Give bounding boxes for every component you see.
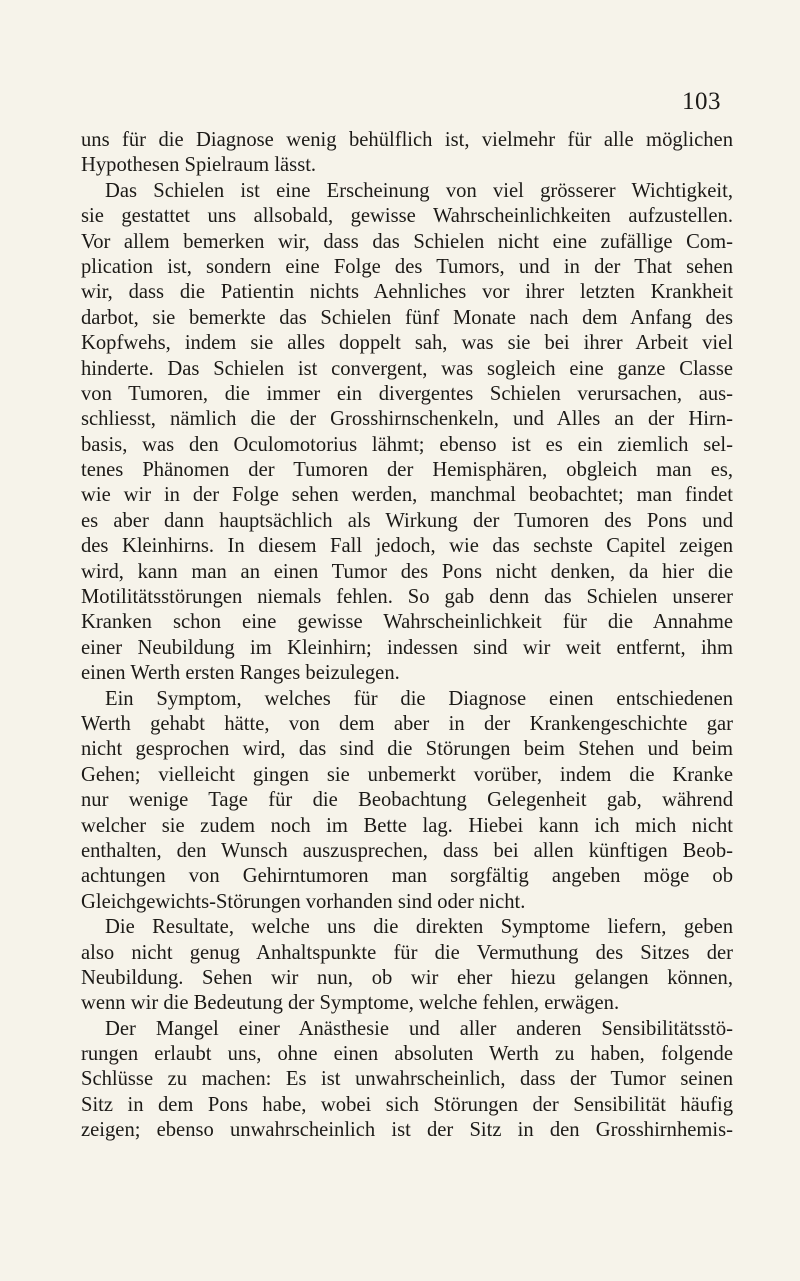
text-line: wird, kann man an einen Tumor des Pons nicht denken, da hier die xyxy=(81,560,733,583)
text-line: Werth gehabt hätte, von dem aber in der Krankengeschichte gar xyxy=(81,712,733,735)
text-line: welcher sie zudem noch im Bette lag. Hiebei kann ich mich nicht xyxy=(81,814,733,837)
text-line: uns für die Diagnose wenig behülflich ist, vielmehr für alle möglichen xyxy=(81,129,733,151)
text-line: Der Mangel einer Anästhesie und aller anderen Sensibilitätsstö- xyxy=(105,1017,733,1040)
text-line: darbot, sie bemerkte das Schielen fünf Monate nach dem Anfang des xyxy=(81,306,733,329)
text-line: rungen erlaubt uns, ohne einen absoluten Werth zu haben, folgende xyxy=(81,1043,733,1066)
text-line: plication ist, sondern eine Folge des Tumors, und in der That sehen xyxy=(81,255,733,278)
text-line: Vor allem bemerken wir, dass das Schielen nicht eine zufällige Com- xyxy=(81,230,733,253)
body-text xyxy=(81,128,733,1144)
text-line: es aber dann hauptsächlich als Wirkung der Tumoren des Pons und xyxy=(81,509,733,532)
text-line: Neubildung. Sehen wir nun, ob wir eher hiezu gelangen können, xyxy=(81,966,733,989)
text-line: von Tumoren, die immer ein divergentes Schielen verursachen, aus- xyxy=(81,382,733,405)
text-line: zeigen; ebenso unwahrscheinlich ist der Sitz in den Grosshirnhemis- xyxy=(81,1119,733,1142)
text-line: wenn wir die Bedeutung der Symptome, welche fehlen, erwägen. xyxy=(81,992,620,1015)
text-line: sie gestattet uns allsobald, gewisse Wahrscheinlichkeiten aufzustellen. xyxy=(81,205,733,228)
text-line: Sitz in dem Pons habe, wobei sich Störungen der Sensibilität häufig xyxy=(81,1093,733,1116)
text-line: basis, was den Oculomotorius lähmt; ebenso ist es ein ziemlich sel- xyxy=(81,433,733,456)
text-line: wir, dass die Patientin nichts Aehnliches vor ihrer letzten Krankheit xyxy=(81,281,733,304)
text-line: einen Werth ersten Ranges beizulegen. xyxy=(81,662,400,685)
text-line: Hypothesen Spielraum lässt. xyxy=(81,154,317,177)
text-line: schliesst, nämlich die der Grosshirnschenkeln, und Alles an der Hirn- xyxy=(81,408,733,431)
text-line: wie wir in der Folge sehen werden, manchmal beobachtet; man findet xyxy=(81,484,733,507)
page-number: 103 xyxy=(682,88,721,115)
text-line: Motilitätsstörungen niemals fehlen. So gab denn das Schielen unserer xyxy=(81,586,733,609)
text-line: Kopfwehs, indem sie alles doppelt sah, was sie bei ihrer Arbeit viel xyxy=(81,332,733,355)
text-line: Gehen; vielleicht gingen sie unbemerkt vorüber, indem die Kranke xyxy=(81,763,733,786)
text-line: Schlüsse zu machen: Es ist unwahrscheinlich, dass der Tumor seinen xyxy=(81,1068,733,1091)
text-line: tenes Phänomen der Tumoren der Hemisphären, obgleich man es, xyxy=(81,459,733,482)
text-line: nur wenige Tage für die Beobachtung Gelegenheit gab, während xyxy=(81,789,733,812)
text-line: hinderte. Das Schielen ist convergent, was sogleich eine ganze Classe xyxy=(81,357,733,380)
text-line: einer Neubildung im Kleinhirn; indessen sind wir weit entfernt, ihm xyxy=(81,636,733,659)
text-line: Die Resultate, welche uns die direkten Symptome liefern, geben xyxy=(105,916,733,939)
text-line: enthalten, den Wunsch auszusprechen, dass bei allen künftigen Beob- xyxy=(81,839,733,862)
text-line: nicht gesprochen wird, das sind die Störungen beim Stehen und beim xyxy=(81,738,733,761)
text-line: also nicht genug Anhaltspunkte für die Vermuthung des Sitzes der xyxy=(81,941,733,964)
text-line: Gleichgewichts-Störungen vorhanden sind oder nicht. xyxy=(81,890,526,913)
text-line: Kranken schon eine gewisse Wahrscheinlichkeit für die Annahme xyxy=(81,611,733,634)
text-line: des Kleinhirns. In diesem Fall jedoch, wie das sechste Capitel zeigen xyxy=(81,535,733,558)
text-line: achtungen von Gehirntumoren man sorgfältig angeben möge ob xyxy=(81,865,733,888)
text-line: Ein Symptom, welches für die Diagnose einen entschiedenen xyxy=(105,687,733,710)
text-line: Das Schielen ist eine Erscheinung von viel grösserer Wichtigkeit, xyxy=(105,179,733,202)
